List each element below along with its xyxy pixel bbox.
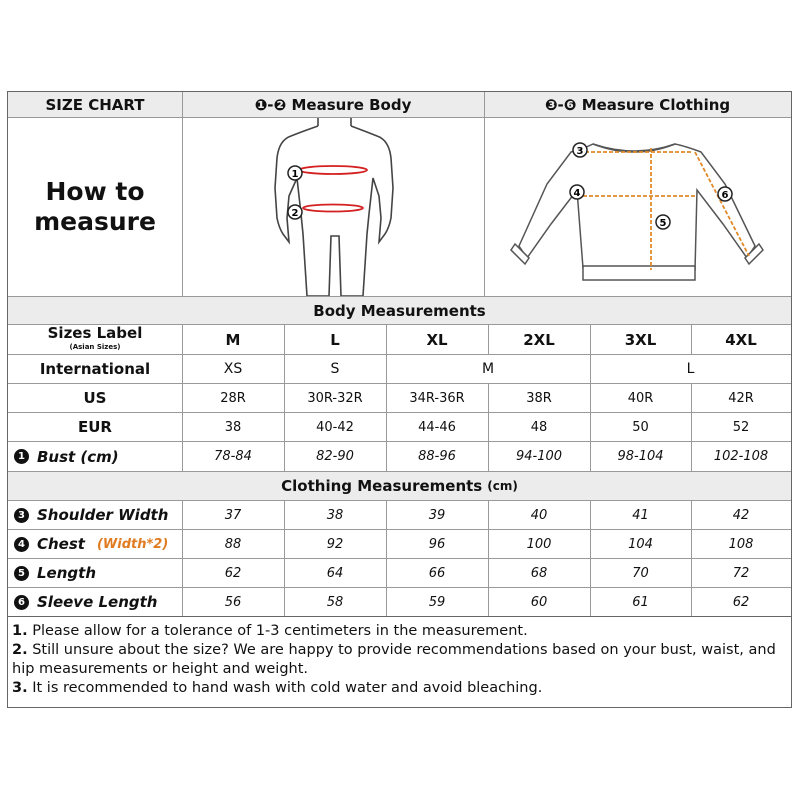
- sleeve-value: 61: [632, 594, 649, 610]
- length-row: [8, 559, 791, 587]
- marker-4-label: 4: [573, 188, 581, 199]
- sizes-label: [8, 325, 182, 354]
- chest-label-text: Chest: [37, 535, 85, 553]
- chest-number-badge: 4: [14, 537, 29, 552]
- measure-clothing-header: [484, 92, 791, 118]
- us-row: [8, 384, 791, 412]
- us-value: 40R: [627, 390, 654, 406]
- marker-4: [570, 185, 584, 199]
- sweater-diagram: [485, 118, 791, 296]
- how-to-line1: How to: [45, 177, 145, 206]
- body-measurements-header: Body Measurements: [8, 297, 791, 324]
- us-value: 42R: [728, 390, 754, 406]
- clothing-measurements-header: [8, 472, 791, 500]
- shoulder-value: 41: [632, 507, 649, 523]
- international-label: International: [39, 360, 151, 378]
- bust-label: [8, 442, 182, 471]
- shoulder-row: [8, 501, 791, 529]
- shoulder-value: 39: [428, 507, 446, 523]
- us-value: 38R: [526, 390, 552, 406]
- sleeve-label-text: Sleeve Length: [37, 593, 158, 611]
- note-2-text: Still unsure about the size? We are happy to provide recommendations based on your bust, waist, and hip measurements or height and weight.: [12, 642, 776, 677]
- size-2xl: 2XL: [523, 330, 555, 349]
- bust-value: 102-108: [713, 449, 769, 464]
- sleeve-value: 59: [428, 594, 446, 610]
- how-to-measure-label: [8, 118, 182, 296]
- marker-2: [288, 205, 302, 219]
- sizes-label-text: Sizes Label: [47, 323, 143, 342]
- bust-value: 88-96: [418, 449, 456, 464]
- shoulder-label: [8, 501, 182, 529]
- length-label: [8, 559, 182, 587]
- sizes-sublabel: (Asian Sizes): [69, 342, 121, 351]
- intl-l: L: [686, 361, 695, 377]
- shoulder-value: 40: [530, 507, 548, 523]
- sleeve-value: 62: [732, 594, 750, 610]
- length-value: 66: [428, 565, 446, 581]
- sizes-row: [8, 325, 791, 354]
- eur-row: [8, 413, 791, 441]
- us-label: US: [83, 389, 107, 407]
- chest-value: 88: [224, 536, 242, 552]
- eur-value: 44-46: [418, 419, 456, 435]
- note-3-number: 3.: [12, 680, 28, 696]
- note-1: [12, 622, 787, 641]
- bust-value: 82-90: [316, 449, 354, 464]
- bust-number-badge: 1: [14, 449, 29, 464]
- marker-6: [718, 187, 732, 201]
- note-3: [12, 679, 787, 698]
- chest-note: (Width*2): [96, 536, 169, 552]
- intl-s: S: [330, 361, 340, 377]
- note-1-number: 1.: [12, 623, 28, 639]
- intl-xs: XS: [223, 361, 243, 377]
- clothing-section-unit: (cm): [487, 479, 518, 493]
- sleeve-number-badge: 6: [14, 595, 29, 610]
- marker-3-label: 3: [576, 146, 584, 157]
- us-value: 34R-36R: [409, 390, 465, 406]
- length-value: 70: [632, 565, 649, 581]
- size-m: M: [225, 330, 241, 349]
- us-value: 28R: [220, 390, 246, 406]
- bust-label-text: Bust (cm): [37, 447, 119, 466]
- size-chart-title: SIZE CHART: [8, 92, 182, 118]
- clothing-figure: [485, 118, 791, 296]
- length-value: 64: [326, 565, 344, 581]
- measure-clothing-label: Measure Clothing: [581, 96, 731, 114]
- length-value: 68: [530, 565, 548, 581]
- bust-value: 98-104: [617, 449, 664, 464]
- us-value: 30R-32R: [307, 390, 363, 406]
- eur-value: 52: [732, 419, 750, 435]
- eur-label: EUR: [78, 418, 112, 436]
- measure-clothing-range: ❸-❻: [544, 96, 577, 114]
- measure-body-range: ❶-❷: [254, 96, 287, 114]
- chest-value: 104: [628, 536, 653, 552]
- length-label-text: Length: [37, 564, 96, 582]
- body-diagram: [183, 118, 484, 296]
- intl-m: M: [481, 361, 495, 377]
- length-value: 72: [732, 565, 750, 581]
- note-2-number: 2.: [12, 642, 28, 658]
- shoulder-label-text: Shoulder Width: [37, 506, 169, 524]
- shoulder-value: 38: [326, 507, 344, 523]
- size-4xl: 4XL: [725, 330, 757, 349]
- bust-row: [8, 442, 791, 471]
- note-2: [12, 641, 787, 679]
- marker-1-label: 1: [291, 169, 299, 180]
- shoulder-value: 42: [732, 507, 750, 523]
- sleeve-value: 56: [224, 594, 242, 610]
- how-to-line2: measure: [34, 207, 156, 236]
- sleeve-value: 58: [326, 594, 344, 610]
- shoulder-number-badge: 3: [14, 508, 29, 523]
- clothing-section-title: Clothing Measurements: [281, 477, 483, 495]
- marker-6-label: 6: [721, 190, 729, 201]
- size-chart-table: [7, 91, 792, 708]
- eur-value: 40-42: [316, 419, 354, 435]
- bust-value: 78-84: [214, 449, 252, 464]
- measure-body-label: Measure Body: [291, 96, 412, 114]
- chest-value: 108: [728, 536, 754, 552]
- note-3-text: It is recommended to hand wash with cold water and avoid bleaching.: [32, 680, 543, 696]
- sleeve-value: 60: [530, 594, 548, 610]
- marker-2-label: 2: [291, 208, 299, 219]
- sleeve-row: [8, 588, 791, 616]
- eur-value: 50: [632, 419, 649, 435]
- chest-value: 92: [326, 536, 344, 552]
- bust-value: 94-100: [515, 449, 563, 464]
- length-number-badge: 5: [14, 566, 29, 581]
- marker-3: [573, 143, 587, 157]
- marker-5-label: 5: [659, 218, 667, 229]
- chest-value: 100: [526, 536, 552, 552]
- eur-value: 48: [530, 419, 548, 435]
- size-xl: XL: [426, 330, 448, 349]
- note-1-text: Please allow for a tolerance of 1-3 centimeters in the measurement.: [32, 623, 528, 639]
- shoulder-value: 37: [224, 507, 242, 523]
- marker-1: [288, 166, 302, 180]
- eur-value: 38: [224, 419, 242, 435]
- international-row: [8, 355, 791, 383]
- marker-5: [656, 215, 670, 229]
- body-figure: [183, 118, 484, 296]
- length-value: 62: [224, 565, 242, 581]
- chest-label: [8, 530, 182, 558]
- sleeve-label: [8, 588, 182, 616]
- notes-section: [12, 622, 787, 698]
- size-l: L: [330, 330, 340, 349]
- chest-value: 96: [428, 536, 446, 552]
- chest-row: [8, 530, 791, 558]
- measure-body-header: [182, 92, 484, 118]
- size-3xl: 3XL: [624, 330, 657, 349]
